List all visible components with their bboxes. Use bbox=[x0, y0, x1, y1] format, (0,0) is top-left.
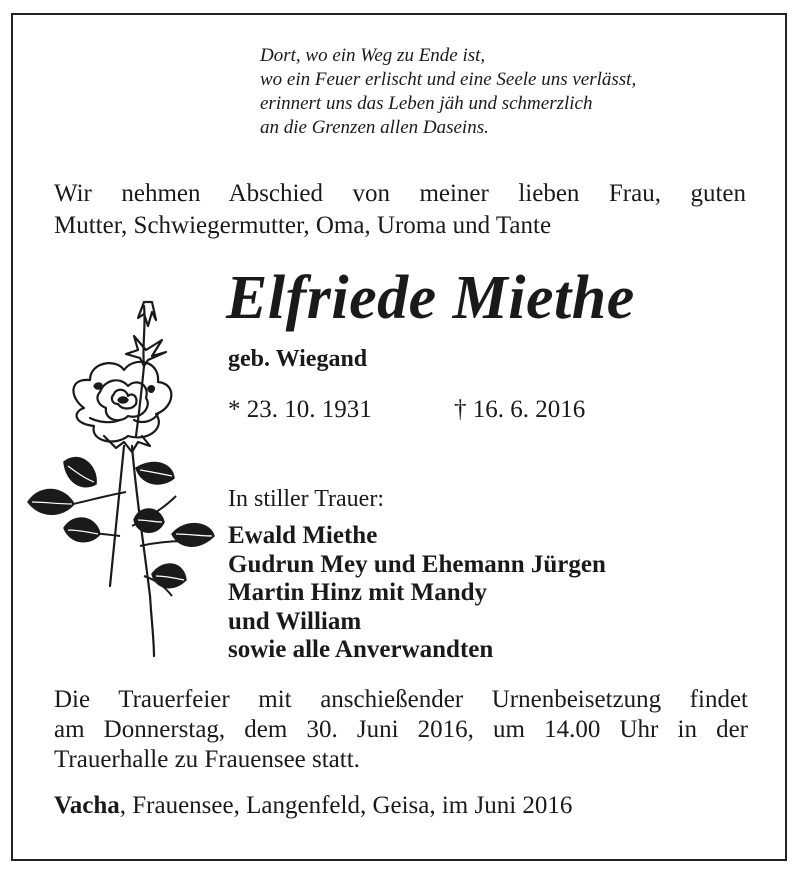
poem-line: an die Grenzen allen Daseins. bbox=[260, 117, 489, 138]
birth-date: * 23. 10. 1931 bbox=[228, 396, 372, 423]
intro-text bbox=[54, 178, 746, 242]
intro-line: Wir nehmen Abschied von meiner lieben Frau, guten bbox=[54, 180, 746, 207]
deceased-name: Elfriede Miethe bbox=[226, 264, 635, 332]
mourner-line: Martin Hinz mit Mandy bbox=[228, 579, 488, 606]
mourner-line: Gudrun Mey und Ehemann Jürgen bbox=[228, 550, 606, 578]
mourners-list bbox=[228, 522, 606, 665]
mourner-line: sowie alle Anverwandten bbox=[228, 636, 494, 663]
poem bbox=[260, 44, 760, 140]
mourner-line: Ewald Miethe bbox=[228, 522, 378, 549]
life-dates bbox=[228, 394, 586, 426]
place-rest: , Frauensee, Langenfeld, Geisa, im Juni 2016 bbox=[119, 792, 573, 819]
death-date: † 16. 6. 2016 bbox=[454, 396, 586, 423]
place-town: Vacha bbox=[54, 792, 120, 819]
funeral-line: Trauerhalle zu Frauensee statt. bbox=[54, 746, 360, 773]
poem-line: wo ein Feuer erlischt und eine Seele uns verlässt, bbox=[260, 69, 637, 90]
funeral-line: am Donnerstag, dem 30. Juni 2016, um 14.00 Uhr in der bbox=[54, 716, 748, 743]
poem-line: Dort, wo ein Weg zu Ende ist, bbox=[260, 45, 486, 66]
mourner-line: und William bbox=[228, 607, 362, 635]
poem-line: erinnert uns das Leben jäh und schmerzlich bbox=[260, 93, 593, 114]
mourning-label: In stiller Trauer: bbox=[228, 486, 384, 512]
rose-icon bbox=[24, 296, 220, 662]
intro-line: Mutter, Schwiegermutter, Oma, Uroma und Tante bbox=[54, 212, 552, 239]
funeral-details bbox=[54, 685, 748, 775]
funeral-line: Die Trauerfeier mit anschießender Urnenbeisetzung findet bbox=[54, 686, 748, 713]
place-and-date bbox=[54, 790, 572, 822]
maiden-name: geb. Wiegand bbox=[228, 346, 368, 372]
